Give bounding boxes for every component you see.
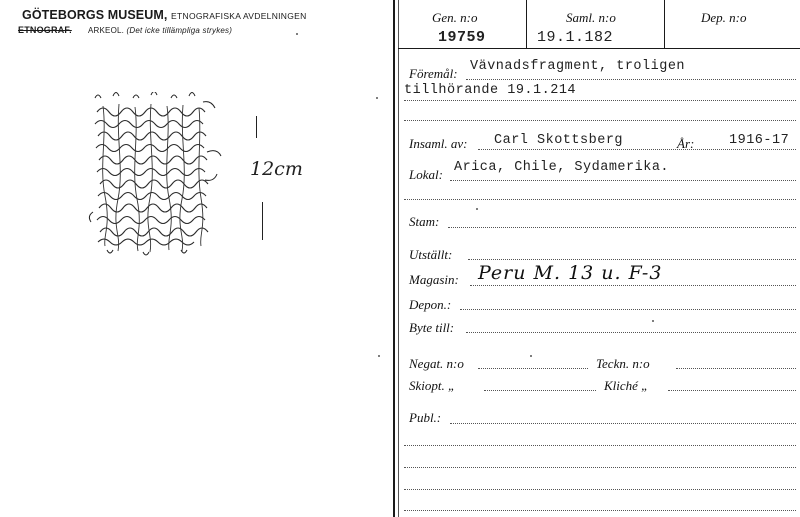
dotted-line [404, 467, 796, 468]
cell-separator [526, 0, 527, 48]
scale-bar-top [256, 116, 257, 138]
magasin-label: Magasin: [409, 272, 459, 287]
dotted-line [466, 79, 796, 80]
speck [476, 208, 478, 210]
ar-label: År: [677, 136, 695, 151]
dotted-line [478, 149, 796, 150]
dotted-line [676, 368, 796, 369]
ar-value: 1916-17 [729, 133, 790, 148]
lokal-label: Lokal: [409, 167, 443, 182]
byte-label: Byte till: [409, 320, 455, 335]
textile-fragment-image [85, 92, 225, 257]
dotted-line [450, 423, 796, 424]
museum-header [22, 8, 307, 22]
depon-label: Depon.: [409, 297, 452, 312]
museum-name: GÖTEBORGS MUSEUM, [22, 8, 168, 22]
foremal-line1: Vävnadsfragment, troligen [470, 59, 686, 74]
dotted-line [466, 332, 796, 333]
speck [652, 320, 654, 322]
teckn-label: Teckn. n:o [596, 356, 650, 371]
utstallt-label: Utställt: [409, 247, 453, 262]
speck [376, 97, 378, 99]
scale-label: 12cm [250, 158, 303, 180]
negat-label: Negat. n:o [409, 356, 464, 371]
dotted-line [448, 227, 796, 228]
magasin-value: Peru M. 13 u. F-3 [478, 262, 663, 284]
speck [530, 355, 532, 357]
dotted-line [404, 120, 796, 121]
dotted-line [668, 390, 796, 391]
department-name: ETNOGRAFISKA AVDELNINGEN [171, 11, 307, 21]
dep-label: Dep. n:o [701, 10, 747, 25]
dotted-line [478, 368, 588, 369]
dotted-line [404, 445, 796, 446]
arkeol-line [88, 26, 232, 35]
dotted-line [470, 285, 796, 286]
stam-label: Stam: [409, 214, 440, 229]
foremal-label: Föremål: [409, 66, 458, 81]
kliche-label: Kliché „ [604, 378, 649, 393]
insaml-label: Insaml. av: [409, 136, 468, 151]
speck [378, 355, 380, 357]
scale-bar-bottom [262, 202, 263, 240]
cell-separator [664, 0, 665, 48]
card-divider [393, 0, 395, 517]
dotted-line [460, 309, 796, 310]
arkeol-label: ARKEOL. [88, 26, 125, 35]
gen-value: 19759 [438, 29, 486, 46]
skiopt-label: Skiopt. „ [409, 378, 456, 393]
gen-label: Gen. n:o [432, 10, 478, 25]
dotted-line [404, 199, 796, 200]
dotted-line [450, 180, 796, 181]
insaml-value: Carl Skottsberg [494, 133, 624, 148]
header-rule [398, 48, 800, 49]
saml-label: Saml. n:o [566, 10, 616, 25]
lokal-value: Arica, Chile, Sydamerika. [454, 160, 670, 175]
card-divider-inner [398, 0, 399, 517]
dotted-line [404, 489, 796, 490]
publ-label: Publ.: [409, 410, 442, 425]
strike-note: (Det icke tillämpliga strykes) [126, 26, 233, 35]
dotted-line [468, 259, 796, 260]
foremal-line2: tillhörande 19.1.214 [404, 83, 577, 98]
dotted-line [484, 390, 596, 391]
struck-category: ETNOGRAF. [18, 25, 72, 35]
speck [296, 33, 298, 35]
dotted-line [404, 510, 796, 511]
saml-value: 19.1.182 [537, 29, 614, 46]
dotted-line [404, 100, 796, 101]
